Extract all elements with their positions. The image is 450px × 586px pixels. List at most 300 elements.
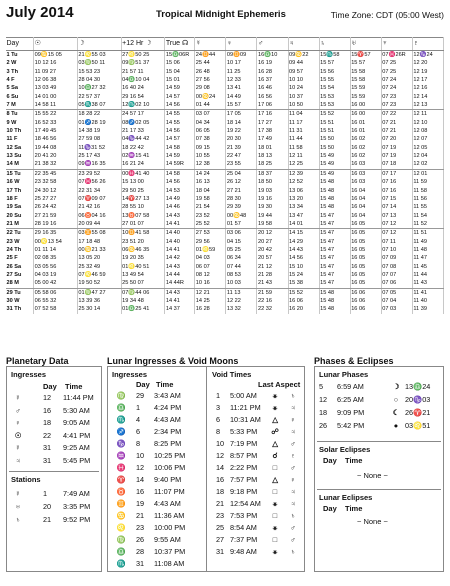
time-value: 9:40 PM <box>154 475 182 484</box>
table-cell: 17 05 <box>226 110 257 119</box>
sign-glyph-icon: ♍ <box>116 391 126 400</box>
table-row <box>6 169 444 178</box>
day-value: 21 <box>43 515 52 524</box>
planet-glyph-icon: ♂ <box>290 463 296 472</box>
table-cell: 19 44 <box>257 212 288 220</box>
table-cell: 24 57 17 <box>121 110 165 119</box>
planet-glyph-icon: ♅ <box>15 502 21 511</box>
table-cell: 14 01 00 <box>34 93 78 101</box>
table-cell: 29 16 54 <box>121 93 165 101</box>
table-cell: 16 06 <box>350 288 381 297</box>
time-value: 9:55 AM <box>154 535 181 544</box>
table-cell: 14 24 <box>195 169 226 178</box>
table-cell: 23 51 20 <box>121 238 165 246</box>
table-cell: 16 03 <box>350 178 381 186</box>
table-cell: 14 53 <box>165 187 195 195</box>
table-row <box>6 297 444 305</box>
table-cell: 04♎10 04 <box>121 76 165 84</box>
table-cell: 06♉04 16 <box>77 212 121 220</box>
planet-glyph-icon: ♂ <box>290 523 296 532</box>
time-value: 5:00 AM <box>230 391 257 400</box>
table-row <box>6 144 444 152</box>
table-cell: 07 20 <box>381 135 412 143</box>
table-cell: 19 44 08 <box>34 144 78 152</box>
table-cell: 16 06 <box>350 297 381 305</box>
table-cell: 13 32 <box>226 305 257 313</box>
table-row <box>6 178 444 186</box>
divider <box>317 441 441 442</box>
table-cell: 23 52 <box>195 212 226 220</box>
table-cell: 14 40 <box>165 238 195 246</box>
table-cell: 07 05 <box>381 288 412 297</box>
table-cell: 12 07 <box>412 135 443 143</box>
table-row <box>6 135 444 143</box>
table-cell: 12 08 <box>412 127 443 135</box>
table-cell: 15 47 <box>319 229 350 238</box>
table-cell: 15 55 22 <box>34 110 78 119</box>
table-cell: 14 56 <box>165 127 195 135</box>
table-cell: 15 48 <box>319 195 350 203</box>
planet-glyph-icon: ♄ <box>290 511 296 520</box>
day-value: 18 <box>216 487 225 496</box>
time-value: 11:08 AM <box>154 559 185 568</box>
table-cell: 16 01 <box>350 119 381 127</box>
table-cell: 18 01 <box>257 144 288 152</box>
table-cell: 25 27 27 <box>34 195 78 203</box>
table-cell: 26 12 <box>226 178 257 186</box>
moon-phase-icon: ● <box>393 421 399 430</box>
table-row <box>6 152 444 160</box>
day-value: 12 <box>319 395 328 404</box>
table-cell: 17 38 <box>257 127 288 135</box>
table-cell: 21♌55 03 <box>77 51 121 60</box>
table-cell: 31 Th <box>6 305 34 313</box>
table-cell: 15 47 <box>319 212 350 220</box>
table-cell: 16 05 <box>350 271 381 279</box>
table-cell: 07 12 <box>381 229 412 238</box>
table-cell: 02♒15 41 <box>121 152 165 160</box>
table-cell: 14 01 <box>288 220 319 229</box>
table-cell: 16 37 <box>257 76 288 84</box>
table-cell: 4 F <box>6 76 34 84</box>
table-cell: 29 50 25 <box>121 187 165 195</box>
table-cell: 15 47 <box>319 271 350 279</box>
day-value: 26 <box>136 535 145 544</box>
time-value: 7:49 AM <box>63 489 90 498</box>
table-cell: 16 05 <box>350 246 381 254</box>
table-cell: 30 W <box>6 297 34 305</box>
time-value: 8:54 AM <box>230 523 257 532</box>
table-cell: 15 47 <box>319 254 350 262</box>
table-cell: 16 19 <box>257 59 288 67</box>
sign-glyph-icon: ♏ <box>116 415 126 424</box>
table-cell: 06 34 <box>226 254 257 262</box>
table-cell: 07 04 <box>381 297 412 305</box>
table-cell: 28 55 10 <box>121 203 165 211</box>
table-cell: 14 37 <box>165 305 195 313</box>
table-row <box>6 246 444 254</box>
table-row <box>6 305 444 313</box>
table-cell: 12 04 <box>412 152 443 160</box>
table-cell: 12 06 38 <box>34 76 78 84</box>
table-cell: 2 W <box>6 59 34 67</box>
table-cell: 15 Tu <box>6 169 34 178</box>
table-cell: 06♋46 35 <box>121 246 165 254</box>
table-cell: 22 57 37 <box>77 93 121 101</box>
planet-glyph-icon: ♇ <box>290 451 296 460</box>
table-cell: 07 06 <box>381 279 412 288</box>
table-cell: 11 41 <box>412 288 443 297</box>
table-cell: 12 05 <box>412 144 443 152</box>
table-cell: 07 12 <box>381 220 412 229</box>
day-value: 31 <box>216 547 225 556</box>
table-cell: 28 30 <box>226 195 257 203</box>
sign-glyph-icon: ♈ <box>116 475 126 484</box>
table-cell: 07 25 <box>381 59 412 67</box>
table-row <box>6 160 444 169</box>
table-cell: 17 27 <box>257 119 288 127</box>
table-cell: 21 39 <box>226 144 257 152</box>
table-cell: 14 25 <box>195 297 226 305</box>
table-cell: 14 57 <box>165 93 195 101</box>
table-cell: 18 50 <box>257 178 288 186</box>
table-cell: 07♓56 26 <box>77 178 121 186</box>
table-cell: 06 05 <box>195 127 226 135</box>
table-cell: 15 06 <box>165 59 195 67</box>
table-cell: 16 05 <box>350 229 381 238</box>
table-cell: 12 16 <box>412 84 443 92</box>
table-cell: 13 05 20 <box>77 254 121 262</box>
table-cell: 16 06 <box>350 305 381 313</box>
table-cell: 15 13 00 <box>121 178 165 186</box>
table-cell: 29 16 35 <box>34 229 78 238</box>
table-cell: 11 39 <box>412 305 443 313</box>
time-value: 8:57 PM <box>230 451 258 460</box>
table-cell: 12 13 <box>412 101 443 110</box>
table-cell: 15 49 <box>319 152 350 160</box>
table-cell: 16 20 <box>288 305 319 313</box>
table-cell: 20 57 <box>257 254 288 262</box>
time-value: 12:54 AM <box>230 499 261 508</box>
table-cell: 15 48 <box>319 203 350 211</box>
table-cell: 26 Sa <box>6 263 34 271</box>
table-cell: 16 04 <box>350 195 381 203</box>
table-cell: 1 Tu <box>6 51 34 60</box>
table-cell: 07 13 <box>381 212 412 220</box>
planet-glyph-icon: ♂ <box>290 439 296 448</box>
time-value: 6:25 AM <box>337 395 364 404</box>
ephemeris-table <box>6 37 444 314</box>
timezone-label: Time Zone: CDT (05:00 West) <box>330 10 444 20</box>
planet-glyph-icon: ♄ <box>290 391 296 400</box>
time-value: 7:19 PM <box>230 439 258 448</box>
table-cell: 17 49 45 <box>34 127 78 135</box>
table-row <box>6 229 444 238</box>
table-cell: 13 06 <box>288 187 319 195</box>
time-value: 9:25 AM <box>63 443 90 452</box>
time-value: 7:37 PM <box>230 535 258 544</box>
table-cell: 15 54 <box>319 84 350 92</box>
day-value: 21 <box>216 499 225 508</box>
col-header: ☿ <box>195 38 226 51</box>
table-cell: 21 M <box>6 220 34 229</box>
table-cell: 15 55 <box>319 76 350 84</box>
col-header: ♀ <box>226 38 257 51</box>
table-cell: 15 56 <box>319 68 350 76</box>
table-cell: 16 05 <box>350 220 381 229</box>
day-value: 21 <box>136 511 145 520</box>
table-cell: 01 44 <box>195 101 226 110</box>
time-value: 10:37 PM <box>154 547 186 556</box>
table-row <box>6 263 444 271</box>
day-value: 10 <box>216 439 225 448</box>
table-cell: 04 34 <box>195 119 226 127</box>
table-cell: 11 58 <box>288 144 319 152</box>
table-cell: 16 04 <box>350 187 381 195</box>
table-cell: 25 17 43 <box>77 152 121 160</box>
table-cell: 00♋24 <box>195 93 226 101</box>
table-cell: 17 49 <box>257 135 288 143</box>
table-cell: 13 34 <box>288 203 319 211</box>
table-cell: 07 19 <box>381 152 412 160</box>
time-value: 9:52 PM <box>63 515 91 524</box>
table-cell: 07 23 <box>381 101 412 110</box>
table-cell: 19 58 <box>257 220 288 229</box>
aspect-glyph-icon: ☌ <box>272 451 278 460</box>
divider <box>206 367 207 571</box>
table-cell: 15 50 <box>319 135 350 143</box>
table-cell: 15 57 <box>350 59 381 67</box>
table-cell: 15 48 <box>319 297 350 305</box>
table-row <box>6 254 444 262</box>
table-cell: 01 11 14 <box>34 246 78 254</box>
table-cell: 19 03 <box>257 187 288 195</box>
table-cell: 11 49 <box>412 238 443 246</box>
table-cell: 25 F <box>6 254 34 262</box>
planetary-data-box <box>6 366 102 572</box>
col-day: Day <box>136 380 150 389</box>
aspect-glyph-icon: ⚹ <box>272 499 278 508</box>
table-cell: 09♊09 <box>226 51 257 60</box>
table-cell: 16 04 <box>350 212 381 220</box>
col-time: Time <box>345 504 363 513</box>
planet-glyph-icon: ☿ <box>15 489 21 498</box>
table-cell: 09♋22 <box>288 51 319 60</box>
table-cell: 10 37 <box>288 93 319 101</box>
table-cell: 14 59 <box>165 152 195 160</box>
day-value: 31 <box>43 455 52 465</box>
table-cell: 15♎06R <box>165 51 195 60</box>
table-cell: 07 38 <box>195 135 226 143</box>
table-cell: 12 11 <box>288 152 319 160</box>
table-cell: 13 03 49 <box>34 84 78 92</box>
day-value: 6 <box>136 427 141 436</box>
table-cell: 16 03 <box>350 169 381 178</box>
table-cell: 15 10 <box>288 263 319 271</box>
table-row <box>6 93 444 101</box>
planet-glyph-icon: ♃ <box>290 499 296 508</box>
table-cell: 27 01 07 <box>121 220 165 229</box>
aspect-glyph-icon: △ <box>272 475 278 484</box>
sign-glyph-icon: ♏ <box>116 559 126 568</box>
table-cell: 07 22 <box>381 110 412 119</box>
table-cell: 16 56 <box>257 93 288 101</box>
day-value: 12 <box>136 463 145 472</box>
table-cell: 15 48 <box>319 288 350 297</box>
table-cell: 07 17 <box>381 169 412 178</box>
table-cell: 19 34 48 <box>121 297 165 305</box>
col-header: True ☊ <box>165 38 195 51</box>
table-cell: 19 50 52 <box>77 279 121 288</box>
sign-glyph-icon: ♐ <box>116 427 126 436</box>
table-cell: 07 19 <box>381 144 412 152</box>
table-cell: 20 09 44 <box>77 220 121 229</box>
time-value: 3:35 PM <box>63 502 91 511</box>
phase-position: 20♑03 <box>405 395 431 404</box>
col-time: Time <box>156 380 174 389</box>
table-cell: 27 Su <box>6 271 34 279</box>
time-value: 10:06 PM <box>154 463 186 472</box>
time-value: 3:43 AM <box>154 391 181 400</box>
col-header: ♇ <box>412 38 443 51</box>
table-cell: 04 15 <box>226 238 257 246</box>
table-cell: 12 39 <box>288 169 319 178</box>
table-cell: 14 43 <box>165 263 195 271</box>
table-cell: 16 05 <box>350 263 381 271</box>
table-cell: 16 05 <box>350 254 381 262</box>
day-value: 3 <box>216 403 221 412</box>
phase-position: 03♌51 <box>405 421 431 430</box>
table-cell: 12 52 <box>288 178 319 186</box>
aspect-glyph-icon: ⚹ <box>272 547 278 556</box>
table-cell: 07 08 <box>381 263 412 271</box>
day-value: 31 <box>43 443 52 452</box>
table-cell: 14 41 <box>165 246 195 254</box>
table-cell: 07 10 <box>381 246 412 254</box>
time-value: 10:00 PM <box>154 523 186 532</box>
table-cell: 13 47 <box>288 212 319 220</box>
table-cell: 22 31 34 <box>77 187 121 195</box>
table-cell: 07 25 <box>381 68 412 76</box>
planet-glyph-icon: ♄ <box>15 515 21 524</box>
lunar-none: ~ None ~ <box>357 517 388 526</box>
planet-glyph-icon: ♃ <box>290 487 296 496</box>
table-cell: 11 17 <box>288 119 319 127</box>
day-value: 8 <box>216 427 221 436</box>
table-cell: 04 03 <box>195 254 226 262</box>
table-cell: 07 09 <box>381 254 412 262</box>
table-cell: 15 57 <box>319 59 350 67</box>
table-cell: 17 18 48 <box>77 238 121 246</box>
table-cell: 14 56 <box>165 178 195 186</box>
time-value: 8:25 PM <box>154 439 182 448</box>
table-cell: 14 55 <box>165 110 195 119</box>
phases-box <box>314 366 444 572</box>
table-cell: 11 47 <box>412 254 443 262</box>
day-value: 16 <box>216 475 225 484</box>
table-cell: 15 51 <box>319 119 350 127</box>
table-cell: 10 12 16 <box>34 59 78 67</box>
table-cell: 07 16 <box>381 187 412 195</box>
time-value: 2:22 PM <box>230 463 258 472</box>
table-cell: 18 37 <box>257 169 288 178</box>
table-cell: 16 04 <box>350 203 381 211</box>
table-cell: 15 52 <box>319 110 350 119</box>
table-cell: 15 53 23 <box>77 68 121 76</box>
day-value: 20 <box>43 502 52 511</box>
table-cell: 18 04 <box>195 187 226 195</box>
time-value: 9:05 AM <box>63 418 90 427</box>
table-cell: 14 43 <box>165 212 195 220</box>
planet-glyph-icon: ♃ <box>290 403 296 412</box>
table-cell: 21 38 32 <box>34 160 78 169</box>
table-cell: 11 54 <box>412 212 443 220</box>
table-cell: 13 41 <box>226 84 257 92</box>
sign-glyph-icon: ♒ <box>116 451 126 460</box>
table-cell: 18 F <box>6 195 34 203</box>
aspect-glyph-icon: □ <box>272 511 278 520</box>
planet-glyph-icon: ♀ <box>290 415 296 424</box>
table-cell: 15 01 <box>165 76 195 84</box>
table-cell: 20 27 <box>257 238 288 246</box>
table-cell: 13 39 36 <box>77 297 121 305</box>
table-row <box>6 212 444 220</box>
ephemeris-title: Tropical Midnight Ephemeris <box>156 9 286 20</box>
table-cell: 12 21 <box>195 288 226 297</box>
table-cell: 15 47 <box>319 238 350 246</box>
day-value: 31 <box>136 559 145 568</box>
table-cell: 12 02 <box>412 160 443 169</box>
table-cell: 12 20 <box>412 59 443 67</box>
day-value: 10 <box>136 451 145 460</box>
table-cell: 26 48 <box>195 68 226 76</box>
table-cell: 07 18 <box>381 160 412 169</box>
table-cell: 12♏02 10 <box>121 101 165 110</box>
time-value: 9:09 PM <box>337 408 365 417</box>
table-cell: 22 Tu <box>6 229 34 238</box>
day-value: 23 <box>216 511 225 520</box>
table-cell: 07 44 <box>226 263 257 271</box>
table-cell: 11 56 <box>412 195 443 203</box>
table-cell: 14 M <box>6 160 34 169</box>
table-cell: 14 59R <box>165 160 195 169</box>
table-cell: 10♊41 58 <box>121 229 165 238</box>
sign-glyph-icon: ♌ <box>116 523 126 532</box>
table-cell: 15 57 <box>226 101 257 110</box>
table-cell: 9 W <box>6 119 34 127</box>
table-cell: 14 46 <box>165 203 195 211</box>
table-cell: 21 57 11 <box>121 68 165 76</box>
table-cell: 16 02 <box>350 135 381 143</box>
table-cell: 22 32 <box>257 305 288 313</box>
table-cell: 06 55 32 <box>34 297 78 305</box>
table-cell: 11 F <box>6 135 34 143</box>
table-cell: 14 44 <box>165 271 195 279</box>
table-cell: 11 40 <box>412 297 443 305</box>
table-cell: 14 58 <box>165 144 195 152</box>
table-cell: 13 Su <box>6 152 34 160</box>
table-cell: 21 42 16 <box>77 203 121 211</box>
table-cell: 11 09 27 <box>34 68 78 76</box>
table-cell: 05 25 <box>226 246 257 254</box>
table-cell: 29 39 <box>226 203 257 211</box>
day-value: 23 <box>136 523 145 532</box>
time-value: 5:42 PM <box>337 421 365 430</box>
table-cell: 01 57 <box>226 220 257 229</box>
table-row <box>6 127 444 135</box>
table-cell: 01♎25 41 <box>121 305 165 313</box>
sign-glyph-icon: ♋ <box>116 511 126 520</box>
